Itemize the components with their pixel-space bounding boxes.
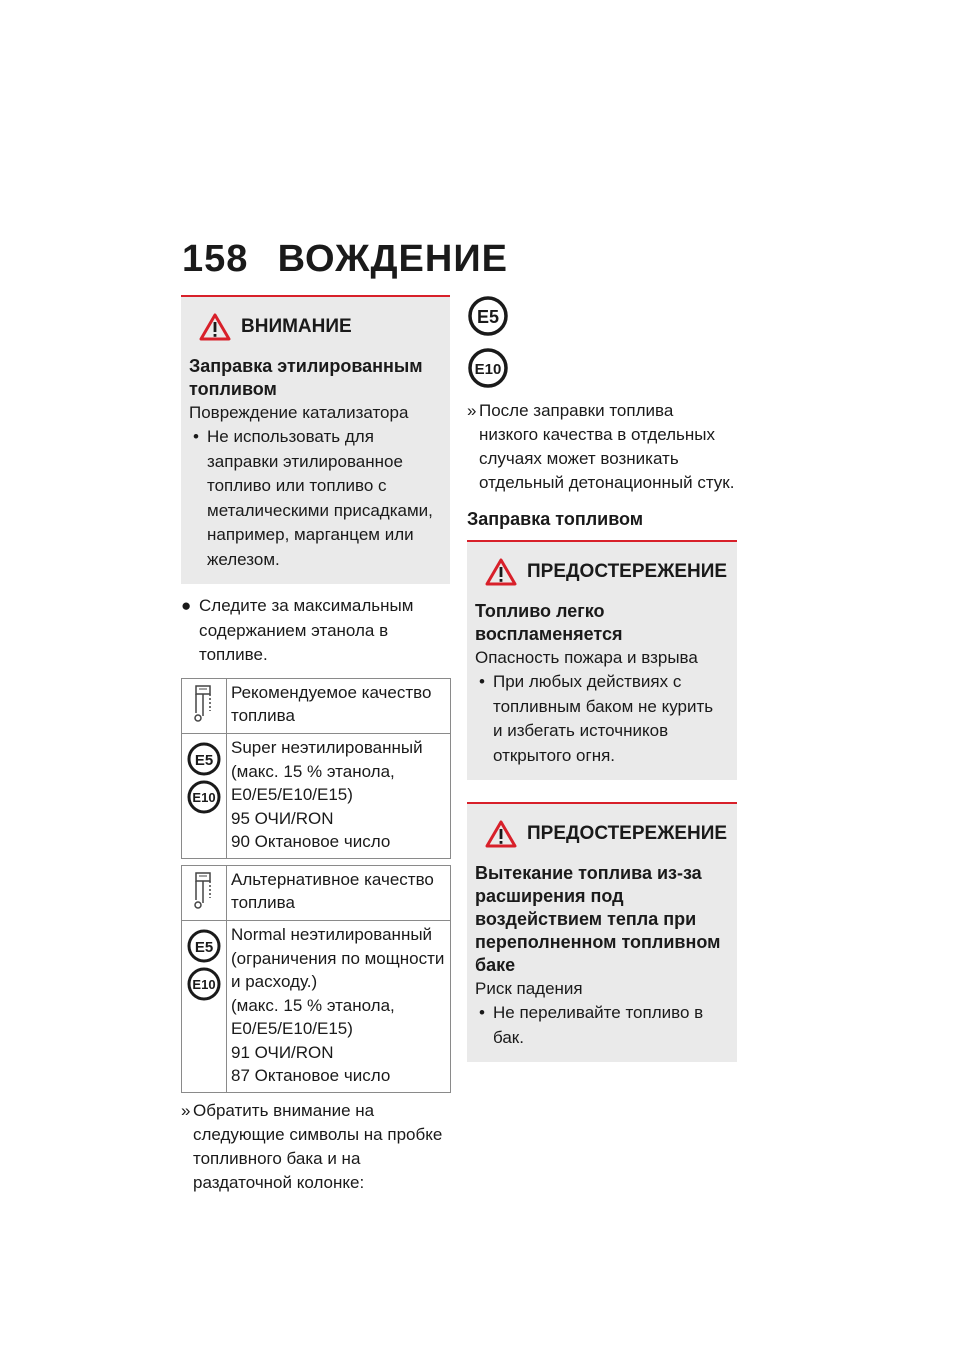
bullet-marker: • — [193, 427, 199, 446]
caution-bullet-text: При любых действиях с топливным баком не курить и избегать источников открытого огня. — [493, 672, 714, 765]
warning-triangle-icon — [485, 558, 517, 586]
warning-triangle-icon — [199, 313, 231, 341]
e5-badge-icon — [187, 929, 221, 963]
svg-text:E5: E5 — [194, 939, 214, 956]
note-text: После заправки топлива низкого качества в отдельных случаях может возникать отдельный детонационный стук. — [479, 401, 735, 492]
caution-risk: Опасность пожара и взрыва — [475, 648, 698, 667]
table2-line: 87 Октановое число — [231, 1066, 391, 1085]
table2-line: E0/E5/E10/E15) — [231, 1019, 353, 1038]
caution-bullet-text: Не переливайте топливо в бак. — [493, 1003, 704, 1047]
warning-bullet-text: Не использовать для заправки этилированное топливо или топливо с металическими присадками, например, марганцем или железом. — [207, 427, 433, 569]
caution-bullet — [475, 1001, 727, 1050]
e5-badge-icon — [467, 295, 509, 337]
e10-badge-icon — [187, 967, 221, 1001]
note-item — [467, 399, 737, 495]
e10-badge-icon — [467, 347, 509, 389]
bullet-marker: • — [479, 1003, 485, 1022]
svg-text:E10: E10 — [192, 790, 216, 805]
fuel-pump-nozzle-icon — [190, 870, 218, 910]
caution-heading: ПРЕДОСТЕРЕЖЕНИЕ — [527, 823, 728, 844]
section-title: Заправка топливом — [467, 509, 644, 529]
warning-subject: Заправка этилированным топливом — [189, 356, 423, 399]
step-marker: ● — [181, 596, 192, 615]
svg-text:E10: E10 — [192, 977, 216, 992]
table1-line: (макс. 15 % этанола, — [231, 761, 395, 781]
table2-line: Normal неэтилированный (ограничения по мощности и расходу.) — [231, 925, 445, 991]
table1-line: 90 Октановое число — [231, 832, 391, 851]
e5-badge-label: E5 — [476, 307, 500, 327]
bullet-marker: • — [479, 672, 485, 691]
fuel-pump-nozzle-icon — [190, 683, 218, 723]
e10-badge-label: E10 — [474, 361, 502, 378]
table2-line: 91 ОЧИ/RON — [231, 1042, 334, 1062]
e5-badge-icon — [187, 742, 221, 776]
step-item — [181, 594, 450, 668]
page-header — [182, 238, 508, 281]
e10-badge-icon — [187, 780, 221, 814]
table1-line: 95 ОЧИ/RON — [231, 808, 334, 828]
caution-box-2 — [467, 802, 737, 1062]
caution-heading: ПРЕДОСТЕРЕЖЕНИЕ — [527, 561, 728, 582]
svg-text:E5: E5 — [194, 752, 214, 769]
caution-bullet — [475, 670, 727, 768]
left-column — [181, 295, 450, 1195]
table2-line: (макс. 15 % этанола, — [231, 995, 395, 1015]
caution-subject: Вытекание топлива из-за расширения под воздействием тепла при переполненном топливном баке — [475, 863, 721, 975]
note-marker: » — [467, 401, 477, 420]
page-number: 158 — [182, 238, 249, 280]
warning-heading: ВНИМАНИЕ — [241, 316, 352, 337]
warning-box — [181, 295, 450, 584]
warning-triangle-icon — [485, 820, 517, 848]
warning-bullet — [189, 425, 440, 572]
table2-header: Альтернативное качество топлива — [227, 865, 451, 921]
chapter-title: ВОЖДЕНИЕ — [277, 238, 508, 280]
table1-line: E0/E5/E10/E15) — [231, 785, 353, 804]
right-column — [467, 295, 737, 1062]
warning-risk: Повреждение катализатора — [189, 403, 409, 422]
table1-line: Super неэтилированный — [231, 738, 423, 757]
step-text: Следите за максимальным содержанием этанола в топливе. — [199, 596, 414, 664]
fuel-table-alternative — [181, 865, 451, 1093]
caution-box-1 — [467, 540, 737, 780]
note-item — [181, 1099, 450, 1195]
note-marker: » — [181, 1100, 191, 1120]
caution-risk: Риск падения — [475, 979, 583, 998]
caution-subject: Топливо легко воспламеняется — [475, 601, 623, 644]
fuel-table-recommended — [181, 678, 451, 859]
table1-header: Рекомендуемое качество топлива — [227, 678, 451, 734]
note-text: Обратить внимание на следующие символы на пробке топливного бака и на раздаточной колонке: — [193, 1100, 443, 1192]
